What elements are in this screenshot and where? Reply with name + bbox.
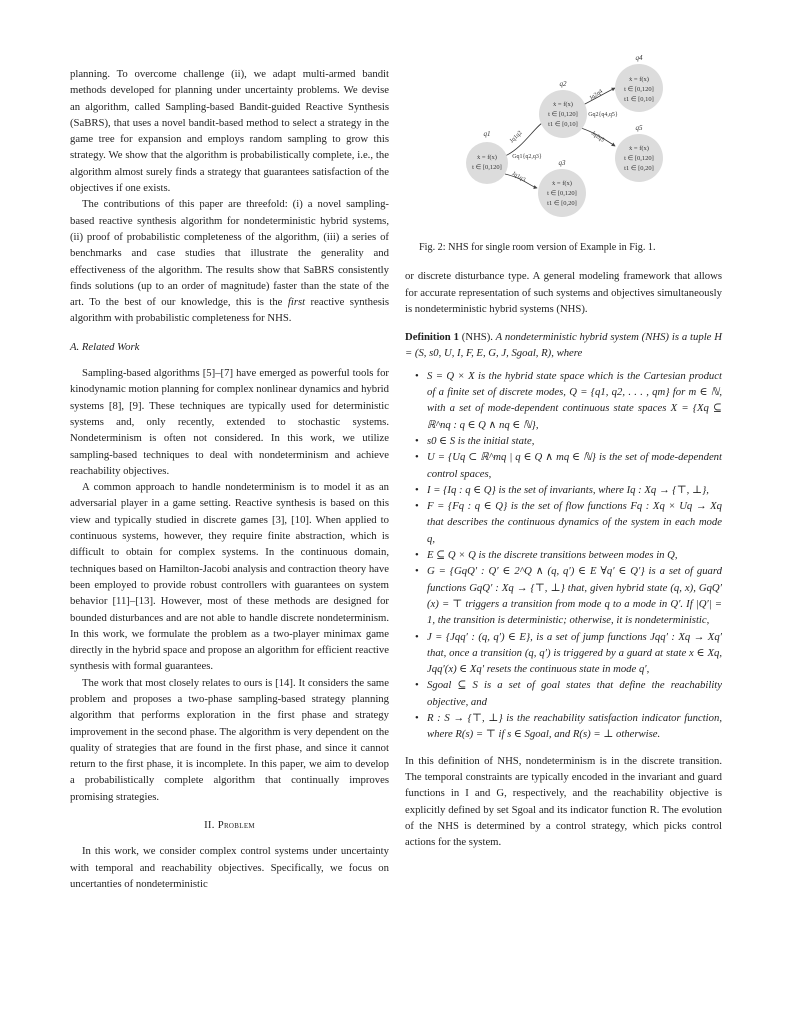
node-line: t1 ∈ [0,20] (624, 165, 654, 172)
mode-node-q5 (615, 124, 663, 182)
node-line: t ∈ [0,120] (547, 190, 577, 197)
definition-name: (NHS). (458, 331, 493, 344)
definition-item: • G = {GqQ′ : Q′ ∈ 2^Q ∧ (q, q′) ∈ E ∀q′ ∈ Q′} is a set of guard functions GqQ′ : Xq → {⊤, ⊥} that, given hybrid state (q, x), GqQ′(x) = ⊤ triggers a transition from mode q to a mode in Q′. If |Q′| = 1, the transition is deterministic; otherwise, it is nondeterministic, (405, 563, 722, 628)
node-line: ẋ = f(x) (477, 154, 497, 161)
node-line: t1 ∈ [0,20] (547, 200, 577, 207)
mode-node-q1 (466, 130, 508, 184)
contributions-text-end: reactive synthesis algorithm with probabilistic completeness for NHS. (70, 296, 389, 325)
definition-item: • I = {Iq : q ∈ Q} is the set of invariants, where Iq : Xq → {⊤, ⊥}, (405, 482, 722, 498)
definition-label: Definition 1 (405, 331, 459, 344)
definition-item: • s0 ∈ S is the initial state, (405, 433, 722, 449)
node-label: q4 (635, 54, 643, 62)
definition-intro: A nondeterministic hybrid system (NHS) is a tuple H = (S, s0, U, I, F, E, G, J, Sgoal, R), where (405, 331, 722, 360)
contributions-text: The contributions of this paper are threefold: (i) a novel sampling-based reactive synthesis algorithm for nondeterministic hybrid systems, (ii) proof of probabilistic completeness of the algorithm, (iii) a series of benchmarks and case studies that illustrate the generality and effectiveness of the algorithm. The results show that SaBRS consistently finds solutions (up to an order of magnitude) faster than the state of the art. To the best of our knowledge, this is the (70, 198, 389, 309)
definition-item: • Sgoal ⊆ S is a set of goal states that define the reachability objective, and (405, 677, 722, 710)
figure-caption: Fig. 2: NHS for single room version of Example in Fig. 1. (419, 242, 656, 253)
right-column (405, 54, 722, 850)
intro-paragraph: planning. To overcome challenge (ii), we adapt multi-armed bandit methods developed for planning under uncertainty problems. We devise an algorithm, called Sampling-based Bandit-guided Reactive Synthesis (SaBRS), that uses a novel bandit-based method to select a strategy in the game tree for expansion and employs random sampling to grow this strategy. We show that the algorithm is probabilistically complete, i.e., the algorithm almost surely finds a strategy that guarantees satisfaction of the objectives if one exists. (70, 68, 389, 195)
related-work-paragraph-1: Sampling-based algorithms [5]–[7] have emerged as powerful tools for kinodynamic motion planning for complex nonlinear dynamics and hybrid systems [8], [9]. These techniques are typically used for deterministic systems and, only recently, extended to stochastic systems. Nondeterminism is often not considered. In this work, we utilize sampling-based techniques to deal with nondeterminism and achieve reachability objectives. (70, 367, 389, 477)
node-label: q2 (559, 80, 567, 88)
contributions-emphasis: first (287, 296, 306, 309)
definition-item: • R : S → {⊤, ⊥} is the reachability satisfaction indicator function, where R(s) = ⊤ if s ∈ Sgoal, and R(s) = ⊥ otherwise. (405, 710, 722, 743)
left-column (70, 66, 389, 892)
contributions-paragraph (70, 196, 389, 326)
nhs-diagram-svg (405, 54, 722, 240)
definition-1 (405, 329, 722, 362)
related-work-paragraph-2: A common approach to handle nondeterminism is to model it as an adversarial player in a game setting. Reactive synthesis is based on this view and typically studied in discrete games [3], [10]. When applied to continuous systems, however, they require finite abstraction, which is difficult to obtain for complex systems. In the continuous domain, techniques based on Hamilton-Jacobi analysis and contraction theory have been employed to provide robust controllers with guarantees on system behavior [11]–[13]. However, most of these methods are designed for bounded disturbances and are not able to handle discrete nondeterminism. In this work, we formulate the problem as a two-player minimax game directly in the hybrid space and propose an algorithm for efficient reactive synthesis with formal guarantees. (70, 481, 389, 673)
node-line: t ∈ [0,120] (472, 164, 502, 171)
related-work-paragraph-3: The work that most closely relates to ours is [14]. It considers the same problem and proposes a two-phase sampling-based strategy planning algorithm that performs exploration in the first phase and strategy improvement in the second phase. The algorithm is very dependent on the quality of strategies that are found in the first phase, and since it cannot return to the first phase, it is incomplete. In this paper, we aim to develop a probabilistically complete algorithm that continually improves promising strategies. (70, 676, 389, 803)
node-label: q3 (558, 159, 566, 167)
nhs-discussion-paragraph: In this definition of NHS, nondeterminism is in the discrete transition. The temporal constraints are typically encoded in the invariant and guard functions in I and G, respectively, and the reachability objective is explicitly defined by set Sgoal and its indicator function R. The evolution of the NHS is determined by a control strategy, which picks control actions for the system. (405, 754, 722, 849)
edge-label-j12: Jq1q2 (509, 130, 524, 145)
mode-node-q4 (615, 54, 663, 112)
edge-label-j13: Jq1q3 (510, 170, 527, 184)
section-title: II. Problem (204, 819, 255, 832)
node-line: t ∈ [0,120] (624, 155, 654, 162)
node-line: ẋ = f(x) (553, 101, 573, 108)
definition-item: • J = {Jqq′ : (q, q′) ∈ E}, is a set of jump functions Jqq′ : Xq → Xq′ that, once a transition (q, q′) is triggered by a guard at state x ∈ Xq, Jqq′(x) ∈ Xq′ resets the continuous state in mode q′, (405, 629, 722, 678)
definition-item: • U = {Uq ⊂ ℝ^mq | q ∈ Q ∧ mq ∈ ℕ} is the set of mode-dependent control spaces, (405, 449, 722, 482)
node-line: t1 ∈ [0,10] (548, 121, 578, 128)
node-line: t1 ∈ [0,10] (624, 96, 654, 103)
node-label: q5 (635, 124, 643, 132)
node-label: q1 (483, 130, 491, 138)
mode-node-q3 (538, 159, 586, 217)
nhs-intro-paragraph: or discrete disturbance type. A general modeling framework that allows for accurate representation of such systems and objectives simultaneously is nondeterministic hybrid systems (NHS). (405, 270, 722, 315)
node-line: ẋ = f(x) (629, 76, 649, 83)
node-line: ẋ = f(x) (629, 145, 649, 152)
edge-label-j25: Jq2q5 (589, 130, 606, 144)
edge-label-j24: Jq2q4 (588, 88, 605, 102)
definition-items (405, 368, 722, 743)
nhs-diagram (405, 54, 722, 240)
definition-item: • E ⊆ Q × Q is the discrete transitions between modes in Q, (405, 547, 722, 563)
node-line: ẋ = f(x) (552, 180, 572, 187)
edge-label-g1: Gq1{q2,q3} (512, 154, 542, 160)
definition-item: • S = Q × X is the hybrid state space which is the Cartesian product of a finite set of discrete modes, Q = {q1, q2, . . . , qm} for m ∈ ℕ, with a set of mode-dependent continuous state spaces X = {Xq ⊆ ℝ^nq : q ∈ Q ∧ nq ∈ ℕ}, (405, 368, 722, 433)
node-line: t ∈ [0,120] (624, 86, 654, 93)
definition-item: • F = {Fq : q ∈ Q} is the set of flow functions Fq : Xq × Uq → Xq that describes the continuous dynamics of the system in each mode q, (405, 498, 722, 547)
problem-paragraph-1: In this work, we consider complex control systems under uncertainty with temporal and reachability objectives. Specifically, we focus on uncertanties of nondeterministic (70, 845, 389, 890)
edge-label-g2: Gq2{q4,q5} (588, 112, 618, 118)
mode-node-q2 (539, 80, 587, 138)
subsection-title: A. Related Work (70, 340, 140, 353)
node-line: t ∈ [0,120] (548, 111, 578, 118)
